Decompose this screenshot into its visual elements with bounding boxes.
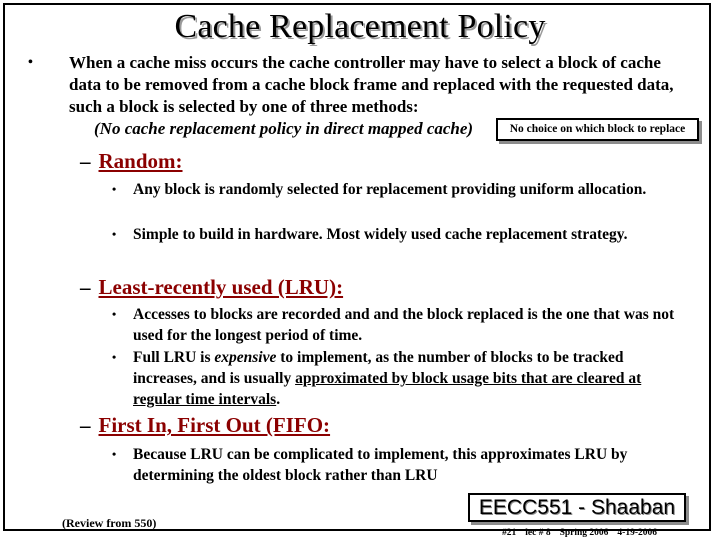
item-text — [112, 347, 687, 410]
slide-title: Cache Replacement Policy — [174, 8, 546, 45]
item-text: Because LRU can be complicated to implement, this approximates LRU by determining the oldest block rather than LRU — [133, 446, 628, 484]
random-item-1 — [112, 179, 687, 200]
course-badge: EECC551 - Shaaban — [468, 493, 686, 522]
section-random-heading — [80, 149, 183, 174]
section-fifo-label: First In, First Out (FIFO: — [98, 413, 331, 437]
lru-item-2 — [112, 347, 687, 410]
section-fifo-heading — [80, 413, 330, 438]
item-text: Accesses to blocks are recorded and and the block replaced is the one that was not used for the longest period of time. — [133, 306, 675, 344]
bullet: • — [112, 447, 117, 461]
slide-meta — [502, 528, 666, 538]
section-dash: – — [80, 149, 91, 173]
direct-mapped-note: (No cache replacement policy in direct mapped cache) — [94, 119, 474, 138]
item-text: Simple to build in hardware. Most widely used cache replacement strategy. — [133, 226, 628, 243]
section-dash: – — [80, 413, 91, 437]
bullet: • — [112, 227, 117, 241]
intro-text: When a cache miss occurs the cache controller may have to select a block of cache data to be removed from a cache block frame and replaced with the requested data, such a block is selected by one of three methods: — [69, 53, 674, 116]
section-lru-label: Least-recently used (LRU): — [98, 275, 344, 299]
item-text-middle: to implement, as the number of blocks to be tracked increases, and is usually — [133, 349, 624, 387]
item-text-underlined: approximated by block usage bits that are cleared at regular time intervals — [133, 370, 642, 408]
bullet: • — [112, 350, 117, 364]
no-choice-callout: No choice on which block to replace — [496, 118, 699, 141]
date: 4-19-2006 — [617, 528, 657, 538]
item-text-after: . — [276, 391, 281, 408]
intro-bullet: • — [28, 55, 33, 70]
random-item-2 — [112, 224, 687, 245]
item-text: Any block is randomly selected for replacement providing uniform allocation. — [133, 181, 647, 198]
section-lru-heading — [80, 275, 343, 300]
bullet: • — [112, 307, 117, 321]
lru-item-1 — [112, 304, 687, 346]
section-dash: – — [80, 275, 91, 299]
review-note: (Review from 550) — [62, 516, 157, 530]
fifo-item-1 — [112, 444, 687, 486]
term: Spring 2006 — [559, 528, 609, 538]
item-text-before: Full LRU is — [133, 349, 215, 366]
item-text-emphasis: expensive — [214, 349, 277, 366]
bullet: • — [112, 182, 117, 196]
section-random-label: Random: — [98, 149, 183, 173]
slide-number: #21 — [502, 528, 517, 538]
lecture-number: lec # 8 — [525, 528, 551, 538]
